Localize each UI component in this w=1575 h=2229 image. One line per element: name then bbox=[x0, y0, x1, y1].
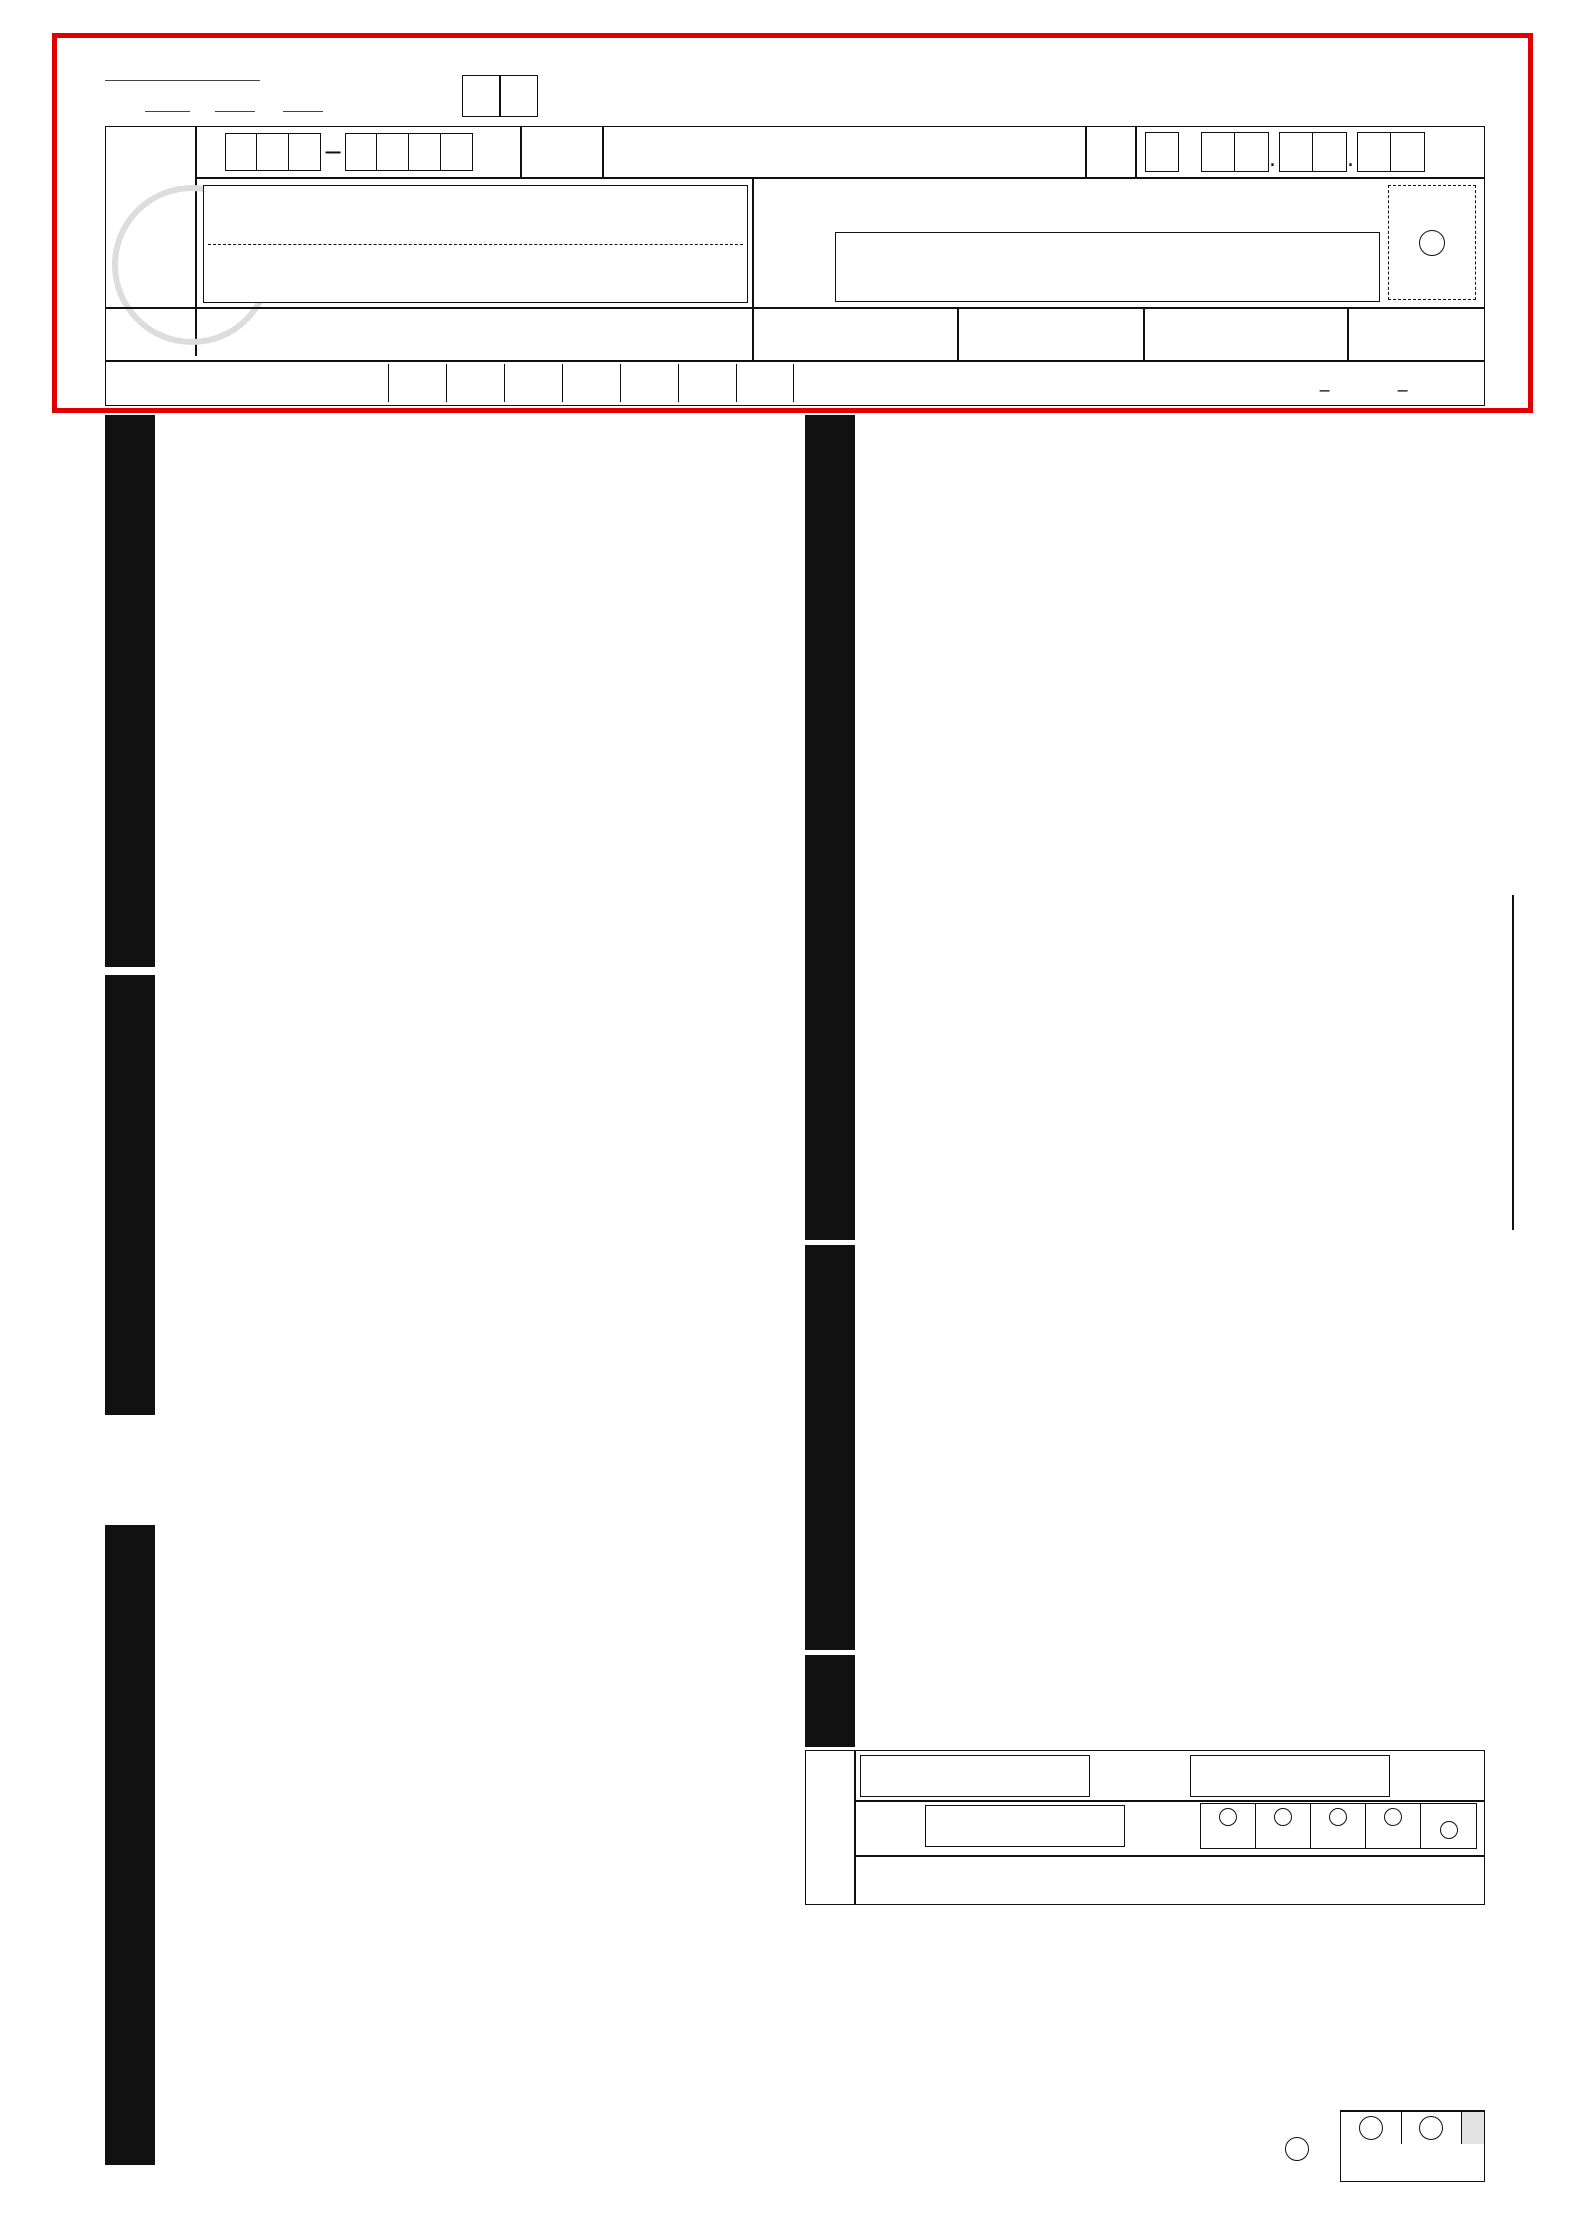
name-input[interactable] bbox=[835, 232, 1380, 302]
deposit-types bbox=[1200, 1803, 1477, 1849]
kind-blue[interactable] bbox=[388, 364, 446, 402]
right-extension-header bbox=[805, 1655, 855, 1747]
right-other-header bbox=[805, 1245, 855, 1650]
submit-box bbox=[1340, 2110, 1485, 2182]
kind-special-farm-display bbox=[678, 364, 736, 402]
postal-code-boxes[interactable]: − bbox=[225, 133, 473, 171]
right-refund-header bbox=[805, 1750, 855, 1905]
left-income-header bbox=[105, 415, 155, 967]
art33-checkbox[interactable] bbox=[1419, 2116, 1443, 2140]
deposit-futsu[interactable] bbox=[1201, 1804, 1256, 1848]
kind-amend[interactable] bbox=[620, 364, 678, 402]
bank-name-input[interactable] bbox=[860, 1755, 1090, 1797]
branch-name-input[interactable] bbox=[1190, 1755, 1390, 1797]
kind-loss[interactable] bbox=[562, 364, 620, 402]
deposit-chochiku[interactable] bbox=[1366, 1804, 1421, 1848]
tax-form-page: − . . − − bbox=[0, 0, 1575, 2229]
left-shotoku-header bbox=[105, 975, 155, 1415]
deposit-blank[interactable] bbox=[1421, 1804, 1476, 1848]
art30-checkbox[interactable] bbox=[1359, 2116, 1383, 2140]
left-deduction-header bbox=[105, 1525, 155, 2165]
post-name-input[interactable] bbox=[925, 1805, 1125, 1847]
seal-icon bbox=[1419, 230, 1445, 256]
kind-national[interactable] bbox=[504, 364, 562, 402]
seal-box bbox=[1388, 185, 1476, 300]
deposit-nozei[interactable] bbox=[1311, 1804, 1366, 1848]
right-tax-header bbox=[805, 415, 855, 1240]
kind-options bbox=[388, 364, 794, 402]
kind-special-farm[interactable] bbox=[736, 364, 794, 402]
birth-date-boxes[interactable]: . . bbox=[1145, 132, 1425, 172]
accountant-seal-icon bbox=[1285, 2137, 1309, 2161]
deposit-toza[interactable] bbox=[1256, 1804, 1311, 1848]
kind-separate[interactable] bbox=[446, 364, 504, 402]
